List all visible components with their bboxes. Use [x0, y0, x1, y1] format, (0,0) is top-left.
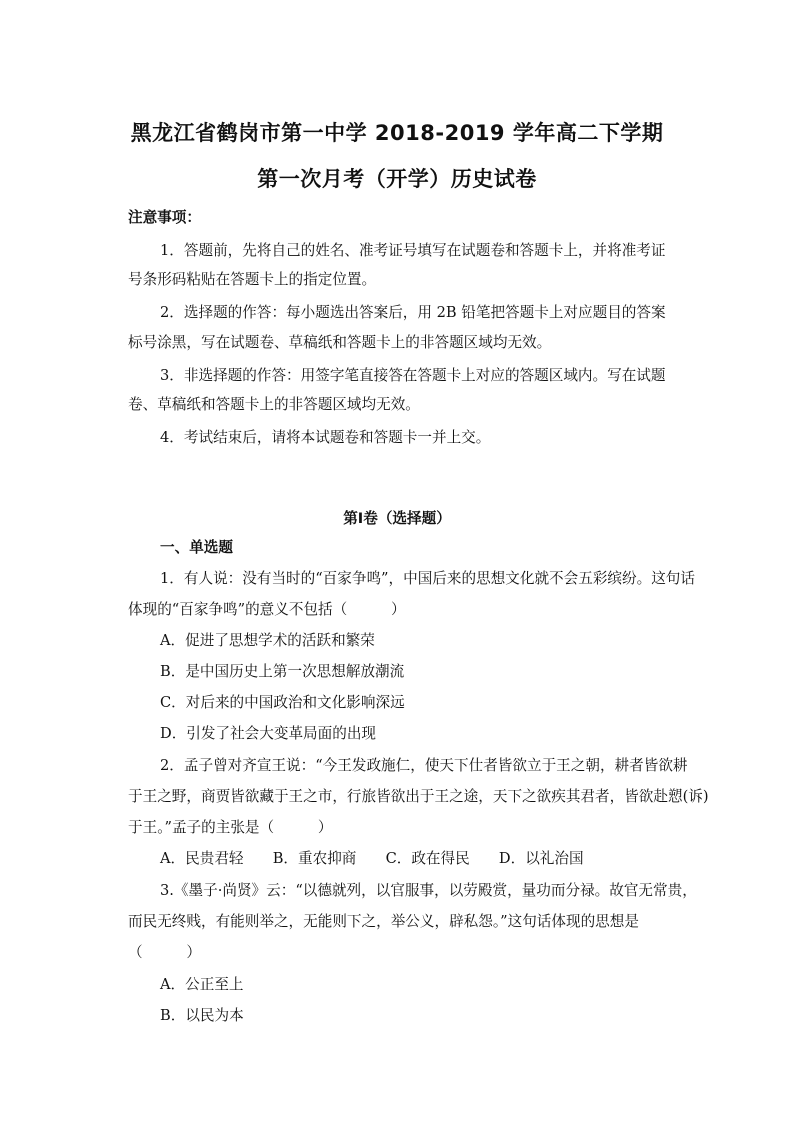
question-2-line3: 于王。”孟子的主张是（ ）	[128, 819, 333, 836]
question-3-line1: 3.《墨子·尚贤》云：“以德就列，以官服事，以劳殿赏，量功而分禄。故官无常贵，	[160, 882, 697, 899]
question-2-options: A．民贵君轻 B．重农抑商 C．政在得民 D．以礼治国	[160, 850, 584, 867]
question-3-line2: 而民无终贱，有能则举之，无能则下之，举公义，辟私怨。”这句话体现的思想是	[128, 913, 639, 930]
question-3-line3: （ ）	[128, 944, 201, 961]
question-1-option-a: A．促进了思想学术的活跃和繁荣	[160, 632, 375, 649]
notice-heading: 注意事项：	[128, 209, 201, 226]
notice-item-2-line1: 2．选择题的作答：每小题选出答案后，用 2B 铅笔把答题卡上对应题目的答案	[160, 304, 666, 321]
exam-title-line2: 第一次月考（开学）历史试卷	[257, 167, 537, 191]
notice-item-4-line1: 4．考试结束后，请将本试题卷和答题卡一并上交。	[160, 429, 491, 446]
question-1-option-c: C．对后来的中国政治和文化影响深远	[160, 694, 405, 711]
question-1-line2: 体现的“百家争鸣”的意义不包括（ ）	[128, 601, 406, 618]
exam-title-line1: 黑龙江省鹤岗市第一中学 2018-2019 学年高二下学期	[130, 121, 664, 145]
question-1-option-d: D．引发了社会大变革局面的出现	[160, 725, 377, 742]
question-1-option-b: B．是中国历史上第一次思想解放潮流	[160, 663, 405, 680]
section-title: 第Ⅰ卷（选择题）	[343, 510, 451, 527]
section-subtitle: 一、单选题	[160, 539, 233, 556]
notice-item-1-line2: 号条形码粘贴在答题卡上的指定位置。	[128, 271, 377, 288]
question-2-line1: 2．孟子曾对齐宣王说：“今王发政施仁，使天下仕者皆欲立于王之朝，耕者皆欲耕	[160, 757, 688, 774]
notice-item-1-line1: 1．答题前，先将自己的姓名、准考证号填写在试题卷和答题卡上，并将准考证	[160, 242, 666, 259]
question-3-option-b: B．以民为本	[160, 1007, 244, 1024]
notice-item-3-line2: 卷、草稿纸和答题卡上的非答题区域均无效。	[128, 396, 420, 413]
question-3-option-a: A．公正至上	[160, 976, 244, 993]
notice-item-3-line1: 3．非选择题的作答：用签字笔直接答在答题卡上对应的答题区域内。写在试题	[160, 367, 666, 384]
notice-item-2-line2: 标号涂黑，写在试题卷、草稿纸和答题卡上的非答题区域均无效。	[128, 334, 552, 351]
question-2-line2: 于王之野，商贾皆欲藏于王之市，行旅皆欲出于王之途，天下之欲疾其君者，皆欲赴愬(诉)	[128, 788, 709, 805]
question-1-line1: 1．有人说：没有当时的“百家争鸣”，中国后来的思想文化就不会五彩缤纷。这句话	[160, 570, 695, 587]
